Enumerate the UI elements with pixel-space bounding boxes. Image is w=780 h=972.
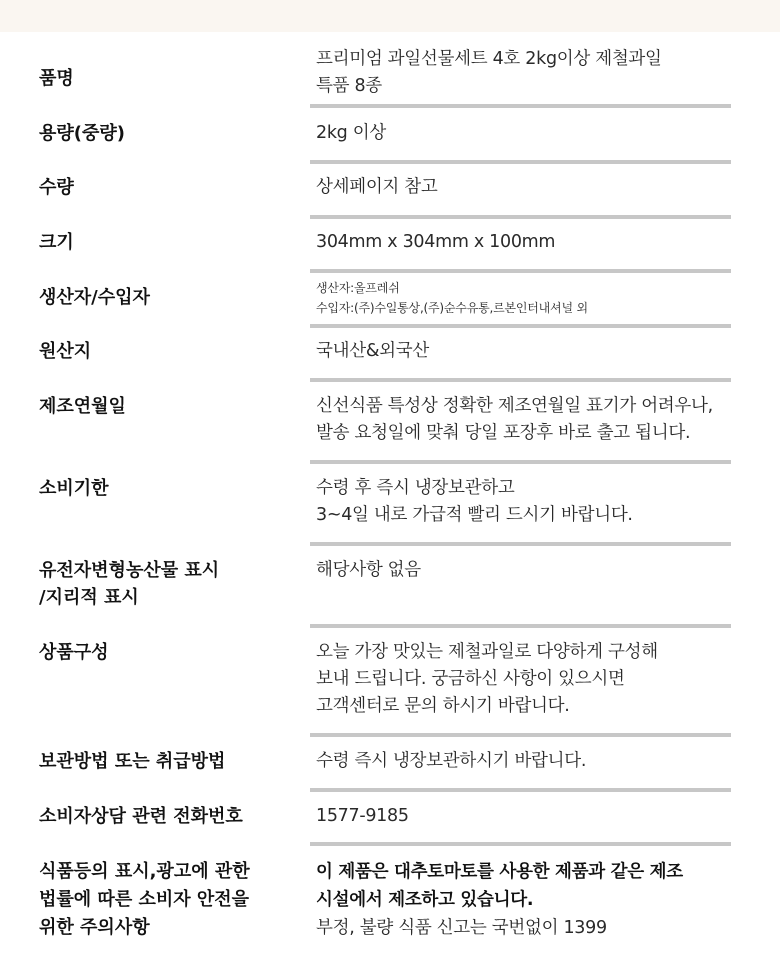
- row-label: 생산자/수입자: [39, 287, 150, 308]
- row-value: 1577-9185: [316, 806, 409, 826]
- row-value: 2kg 이상: [316, 123, 386, 143]
- row-divider: [310, 460, 731, 464]
- row-label: 보관방법 또는 취급방법: [39, 751, 226, 772]
- row-label: 제조연월일: [39, 396, 126, 417]
- row-label: 소비자상담 관련 전화번호: [39, 806, 243, 827]
- row-value: 신선식품 특성상 정확한 제조연월일 표기가 어려우나, 발송 요청일에 맞춰 당일 포장후 바로 출고 됩니다.: [316, 396, 713, 443]
- row-label: 수량: [39, 177, 74, 198]
- row-divider: [310, 624, 731, 628]
- row-divider: [310, 733, 731, 737]
- row-value: 이 제품은 대추토마토를 사용한 제품과 같은 제조 시설에서 제조하고 있습니다. 부정, 불량 식품 신고는 국번없이 1399: [316, 862, 683, 938]
- row-label: 상품구성: [39, 642, 109, 663]
- row-divider: [310, 324, 731, 328]
- row-value: 304mm x 304mm x 100mm: [316, 232, 556, 252]
- row-label: 크기: [39, 232, 74, 253]
- row-divider: [310, 104, 731, 108]
- top-band: [0, 0, 780, 32]
- row-divider: [310, 542, 731, 546]
- row-value: 수령 즉시 냉장보관하시기 바랍니다.: [316, 751, 587, 771]
- row-label: 원산지: [39, 341, 92, 362]
- row-divider: [310, 842, 731, 846]
- row-label: 소비기한: [39, 478, 109, 499]
- row-label: 유전자변형농산물 표시 /지리적 표시: [39, 560, 220, 608]
- row-divider: [310, 215, 731, 219]
- row-divider: [310, 378, 731, 382]
- row-value: 상세페이지 참고: [316, 177, 438, 197]
- row-value: 국내산&외국산: [316, 341, 429, 361]
- row-value: 생산자:올프레쉬 수입자:(주)수일통상,(주)순수유통,르본인터내셔널 외: [316, 281, 588, 315]
- row-divider: [310, 269, 731, 273]
- row-label: 품명: [39, 68, 74, 89]
- row-label: 용량(중량): [39, 123, 126, 144]
- row-value: 수령 후 즉시 냉장보관하고 3~4일 내로 가급적 빨리 드시기 바랍니다.: [316, 478, 633, 525]
- row-value: 프리미엄 과일선물세트 4호 2kg이상 제철과일 특품 8종: [316, 49, 662, 96]
- row-value: 해당사항 없음: [316, 560, 421, 580]
- row-divider: [310, 160, 731, 164]
- row-label: 식품등의 표시,광고에 관한 법률에 따른 소비자 안전을 위한 주의사항: [39, 861, 250, 938]
- row-value: 오늘 가장 맛있는 제철과일로 다양하게 구성해 보내 드립니다. 궁금하신 사항이 있으시면 고객센터로 문의 하시기 바랍니다.: [316, 642, 658, 716]
- row-divider: [310, 788, 731, 792]
